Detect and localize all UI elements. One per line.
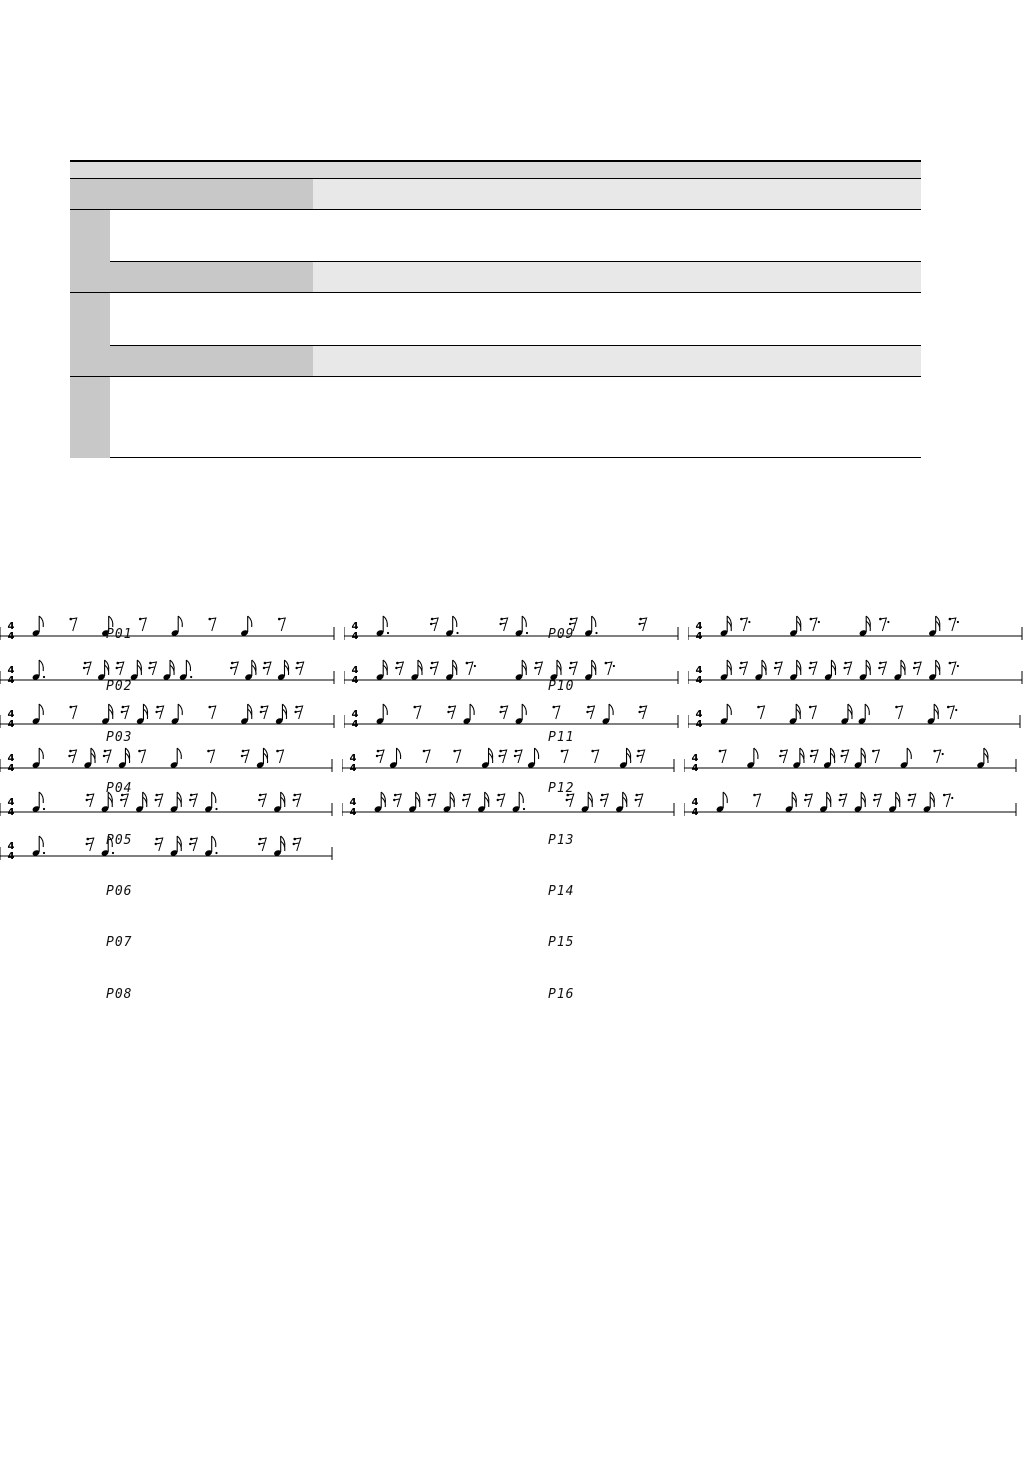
time-signature-top: 4 bbox=[7, 665, 15, 676]
sixteenth-note bbox=[481, 748, 493, 769]
sixteenth-note bbox=[277, 660, 289, 681]
time-signature-bottom: 4 bbox=[351, 631, 359, 640]
sixteenth-note bbox=[273, 792, 285, 813]
sixteenth-note bbox=[240, 704, 252, 725]
sixteenth-note bbox=[854, 748, 866, 769]
eighth-rest bbox=[453, 750, 460, 763]
sixteenth-note bbox=[477, 792, 489, 813]
table-section-3 bbox=[70, 346, 921, 458]
sixteenth-note bbox=[928, 660, 940, 681]
time-signature-top: 4 bbox=[349, 797, 357, 808]
eighth-rest bbox=[947, 706, 957, 719]
sixteenth-note bbox=[83, 748, 95, 769]
dotted-eighth-note bbox=[512, 792, 525, 813]
sixteenth-rest bbox=[843, 662, 851, 675]
sixteenth-note bbox=[785, 792, 797, 813]
sixteenth-note bbox=[789, 660, 801, 681]
eighth-rest bbox=[466, 662, 476, 675]
sixteenth-rest bbox=[86, 794, 94, 807]
sixteenth-note bbox=[118, 748, 130, 769]
sixteenth-note bbox=[615, 792, 627, 813]
sixteenth-note bbox=[256, 748, 268, 769]
time-signature-bottom: 4 bbox=[7, 851, 15, 860]
sixteenth-rest bbox=[635, 794, 643, 807]
sixteenth-rest bbox=[809, 662, 817, 675]
sixteenth-note bbox=[170, 836, 182, 857]
time-signature-bottom: 4 bbox=[7, 675, 15, 684]
eighth-note bbox=[32, 748, 44, 769]
sixteenth-rest bbox=[428, 794, 436, 807]
pattern-staff bbox=[342, 732, 684, 772]
pattern-staff bbox=[0, 732, 342, 772]
pattern-staff bbox=[688, 688, 1030, 728]
dotted-eighth-note bbox=[376, 616, 389, 637]
sixteenth-note bbox=[130, 660, 142, 681]
sixteenth-rest bbox=[534, 662, 542, 675]
time-signature-bottom: 4 bbox=[695, 631, 703, 640]
sixteenth-note bbox=[374, 792, 386, 813]
sixteenth-note bbox=[376, 660, 388, 681]
eighth-rest bbox=[276, 750, 283, 763]
sixteenth-note bbox=[581, 792, 593, 813]
pattern-label: P02 bbox=[106, 679, 133, 694]
eighth-rest bbox=[872, 750, 879, 763]
sixteenth-rest bbox=[638, 618, 646, 631]
sixteenth-rest bbox=[430, 618, 438, 631]
eighth-rest bbox=[138, 750, 145, 763]
sixteenth-rest bbox=[430, 662, 438, 675]
sixteenth-note bbox=[162, 660, 174, 681]
eighth-rest bbox=[943, 794, 953, 807]
section-header-cell bbox=[70, 346, 313, 376]
sixteenth-note bbox=[819, 792, 831, 813]
pattern-label: P14 bbox=[548, 884, 575, 899]
sixteenth-rest bbox=[514, 750, 522, 763]
sixteenth-rest bbox=[878, 662, 886, 675]
sixteenth-note bbox=[720, 660, 732, 681]
sixteenth-rest bbox=[739, 662, 747, 675]
sixteenth-rest bbox=[376, 750, 384, 763]
pattern-label: P07 bbox=[106, 935, 133, 950]
eighth-rest bbox=[605, 662, 615, 675]
time-signature-top: 4 bbox=[7, 621, 15, 632]
dotted-eighth-note bbox=[515, 616, 528, 637]
time-signature-bottom: 4 bbox=[7, 631, 15, 640]
time-signature-top: 4 bbox=[351, 621, 359, 632]
pattern-staff bbox=[344, 644, 688, 684]
eighth-rest bbox=[753, 794, 760, 807]
table-header-band bbox=[70, 162, 921, 179]
eighth-rest bbox=[933, 750, 943, 763]
pattern-staff bbox=[0, 820, 342, 860]
time-signature-bottom: 4 bbox=[7, 763, 15, 772]
sixteenth-note bbox=[619, 748, 631, 769]
eighth-rest bbox=[895, 706, 902, 719]
time-signature-bottom: 4 bbox=[695, 675, 703, 684]
sixteenth-rest bbox=[83, 662, 91, 675]
pattern-staff bbox=[0, 600, 344, 640]
time-signature-bottom: 4 bbox=[351, 675, 359, 684]
sixteenth-rest bbox=[263, 662, 271, 675]
time-signature-top: 4 bbox=[695, 665, 703, 676]
sixteenth-rest bbox=[873, 794, 881, 807]
sixteenth-note bbox=[789, 616, 801, 637]
sixteenth-rest bbox=[258, 838, 266, 851]
time-signature-top: 4 bbox=[7, 797, 15, 808]
sixteenth-note bbox=[244, 660, 256, 681]
eighth-note bbox=[170, 748, 182, 769]
pattern-label: P13 bbox=[548, 833, 575, 848]
sixteenth-rest bbox=[294, 706, 302, 719]
eighth-rest bbox=[207, 750, 214, 763]
eighth-note bbox=[463, 704, 475, 725]
time-signature-top: 4 bbox=[695, 709, 703, 720]
sixteenth-note bbox=[170, 792, 182, 813]
sixteenth-note bbox=[515, 660, 527, 681]
sixteenth-rest bbox=[600, 794, 608, 807]
time-signature-bottom: 4 bbox=[7, 807, 15, 816]
eighth-rest bbox=[757, 706, 764, 719]
eighth-note bbox=[171, 616, 183, 637]
table-section-1 bbox=[70, 179, 921, 262]
sixteenth-rest bbox=[241, 750, 249, 763]
sixteenth-rest bbox=[155, 838, 163, 851]
pattern-staff bbox=[0, 688, 344, 728]
eighth-rest bbox=[809, 706, 816, 719]
eighth-rest bbox=[423, 750, 430, 763]
sixteenth-note bbox=[824, 660, 836, 681]
section-body bbox=[110, 293, 921, 346]
sixteenth-note bbox=[854, 792, 866, 813]
sixteenth-note bbox=[792, 748, 804, 769]
eighth-rest bbox=[879, 618, 889, 631]
eighth-rest bbox=[561, 750, 568, 763]
sixteenth-rest bbox=[586, 706, 594, 719]
sixteenth-note bbox=[720, 616, 732, 637]
pattern-label: P08 bbox=[106, 987, 133, 1002]
pattern-staff bbox=[688, 600, 1032, 640]
sixteenth-rest bbox=[103, 750, 111, 763]
section-header-cell bbox=[70, 262, 313, 292]
eighth-note bbox=[171, 704, 183, 725]
sixteenth-note bbox=[273, 836, 285, 857]
dotted-eighth-note bbox=[32, 836, 45, 857]
rhythm-patterns bbox=[0, 600, 1035, 1020]
sixteenth-rest bbox=[804, 794, 812, 807]
sixteenth-rest bbox=[569, 662, 577, 675]
sixteenth-note bbox=[445, 660, 457, 681]
sixteenth-rest bbox=[908, 794, 916, 807]
eighth-note bbox=[389, 748, 401, 769]
eighth-rest bbox=[208, 706, 215, 719]
dotted-eighth-note bbox=[32, 792, 45, 813]
sixteenth-rest bbox=[189, 794, 197, 807]
eighth-note bbox=[858, 704, 870, 725]
sixteenth-note bbox=[443, 792, 455, 813]
section-header-value bbox=[313, 262, 921, 292]
sixteenth-note bbox=[823, 748, 835, 769]
sixteenth-note bbox=[408, 792, 420, 813]
pattern-staff bbox=[684, 732, 1026, 772]
sixteenth-note bbox=[754, 660, 766, 681]
sixteenth-note bbox=[928, 616, 940, 637]
eighth-rest bbox=[69, 618, 76, 631]
time-signature-bottom: 4 bbox=[691, 807, 699, 816]
pattern-label: P01 bbox=[106, 627, 133, 642]
pattern-label: P09 bbox=[548, 627, 575, 642]
dotted-eighth-note bbox=[445, 616, 458, 637]
eighth-note bbox=[32, 704, 44, 725]
sixteenth-note bbox=[893, 660, 905, 681]
sixteenth-rest bbox=[295, 662, 303, 675]
sixteenth-note bbox=[101, 704, 113, 725]
sixteenth-rest bbox=[774, 662, 782, 675]
time-signature-top: 4 bbox=[695, 621, 703, 632]
sixteenth-rest bbox=[230, 662, 238, 675]
pattern-staff bbox=[0, 644, 344, 684]
pattern-label: P16 bbox=[548, 987, 575, 1002]
sixteenth-rest bbox=[155, 794, 163, 807]
section-body bbox=[110, 210, 921, 262]
sixteenth-rest bbox=[260, 706, 268, 719]
sixteenth-rest bbox=[86, 838, 94, 851]
eighth-note bbox=[32, 616, 44, 637]
eighth-rest bbox=[949, 618, 959, 631]
eighth-note bbox=[900, 748, 912, 769]
section-header-row bbox=[70, 179, 921, 210]
eighth-note bbox=[527, 748, 539, 769]
sixteenth-rest bbox=[189, 838, 197, 851]
section-header-value bbox=[313, 346, 921, 376]
dotted-eighth-note bbox=[204, 836, 217, 857]
pattern-label: P05 bbox=[106, 833, 133, 848]
dotted-eighth-note bbox=[204, 792, 217, 813]
sixteenth-note bbox=[410, 660, 422, 681]
sixteenth-rest bbox=[393, 794, 401, 807]
sixteenth-rest bbox=[116, 662, 124, 675]
section-header-cell bbox=[70, 179, 313, 209]
sixteenth-rest bbox=[839, 794, 847, 807]
time-signature-top: 4 bbox=[351, 665, 359, 676]
sixteenth-rest bbox=[121, 706, 129, 719]
eighth-rest bbox=[719, 750, 726, 763]
pattern-label: P04 bbox=[106, 781, 133, 796]
time-signature-bottom: 4 bbox=[695, 719, 703, 728]
sixteenth-note bbox=[136, 704, 148, 725]
sixteenth-rest bbox=[499, 618, 507, 631]
eighth-rest bbox=[208, 618, 215, 631]
time-signature-bottom: 4 bbox=[351, 719, 359, 728]
sixteenth-note bbox=[976, 748, 988, 769]
dotted-eighth-note bbox=[32, 660, 45, 681]
eighth-note bbox=[720, 704, 732, 725]
section-header-value bbox=[313, 179, 921, 209]
time-signature-top: 4 bbox=[7, 841, 15, 852]
dotted-eighth-note bbox=[179, 660, 192, 681]
sixteenth-rest bbox=[293, 838, 301, 851]
sixteenth-note bbox=[859, 616, 871, 637]
eighth-note bbox=[240, 616, 252, 637]
pattern-label: P03 bbox=[106, 730, 133, 745]
sixteenth-note bbox=[584, 660, 596, 681]
sixteenth-rest bbox=[840, 750, 848, 763]
pattern-label: P12 bbox=[548, 781, 575, 796]
sixteenth-rest bbox=[155, 706, 163, 719]
time-signature-top: 4 bbox=[7, 753, 15, 764]
sixteenth-note bbox=[923, 792, 935, 813]
eighth-note bbox=[515, 704, 527, 725]
pattern-staff bbox=[342, 776, 684, 816]
sixteenth-rest bbox=[447, 706, 455, 719]
pattern-staff bbox=[344, 688, 688, 728]
time-signature-bottom: 4 bbox=[349, 807, 357, 816]
sixteenth-rest bbox=[462, 794, 470, 807]
sixteenth-rest bbox=[638, 706, 646, 719]
eighth-note bbox=[716, 792, 728, 813]
time-signature-top: 4 bbox=[691, 753, 699, 764]
time-signature-top: 4 bbox=[351, 709, 359, 720]
pattern-staff bbox=[684, 776, 1026, 816]
eighth-rest bbox=[69, 706, 76, 719]
time-signature-bottom: 4 bbox=[691, 763, 699, 772]
eighth-rest bbox=[413, 706, 420, 719]
sixteenth-rest bbox=[293, 794, 301, 807]
time-signature-top: 4 bbox=[691, 797, 699, 808]
section-header-row bbox=[70, 262, 921, 293]
eighth-rest bbox=[139, 618, 146, 631]
pattern-label: P15 bbox=[548, 935, 575, 950]
time-signature-bottom: 4 bbox=[7, 719, 15, 728]
eighth-rest bbox=[740, 618, 750, 631]
sixteenth-rest bbox=[68, 750, 76, 763]
sixteenth-note bbox=[549, 660, 561, 681]
pattern-staff bbox=[0, 776, 342, 816]
eighth-rest bbox=[591, 750, 598, 763]
pattern-label: P11 bbox=[548, 730, 575, 745]
sixteenth-rest bbox=[499, 706, 507, 719]
eighth-rest bbox=[278, 618, 285, 631]
pattern-staff bbox=[344, 600, 688, 640]
section-body bbox=[110, 377, 921, 458]
pattern-label: P10 bbox=[548, 679, 575, 694]
eighth-note bbox=[602, 704, 614, 725]
sixteenth-note bbox=[840, 704, 852, 725]
table-section-2 bbox=[70, 262, 921, 346]
eighth-rest bbox=[552, 706, 559, 719]
sixteenth-rest bbox=[497, 794, 505, 807]
time-signature-bottom: 4 bbox=[349, 763, 357, 772]
sixteenth-note bbox=[97, 660, 109, 681]
sixteenth-note bbox=[927, 704, 939, 725]
eighth-note bbox=[376, 704, 388, 725]
sixteenth-note bbox=[888, 792, 900, 813]
eighth-note bbox=[746, 748, 758, 769]
sixteenth-note bbox=[859, 660, 871, 681]
sixteenth-rest bbox=[913, 662, 921, 675]
sixteenth-rest bbox=[779, 750, 787, 763]
sixteenth-rest bbox=[258, 794, 266, 807]
sixteenth-rest bbox=[148, 662, 156, 675]
dotted-eighth-note bbox=[584, 616, 597, 637]
sixteenth-rest bbox=[498, 750, 506, 763]
time-signature-top: 4 bbox=[7, 709, 15, 720]
eighth-rest bbox=[949, 662, 959, 675]
pattern-label: P06 bbox=[106, 884, 133, 899]
sixteenth-note bbox=[135, 792, 147, 813]
pattern-staff bbox=[688, 644, 1032, 684]
sixteenth-note bbox=[789, 704, 801, 725]
eighth-rest bbox=[810, 618, 820, 631]
sixteenth-note bbox=[275, 704, 287, 725]
sixteenth-rest bbox=[636, 750, 644, 763]
section-header-row bbox=[70, 346, 921, 377]
sixteenth-rest bbox=[395, 662, 403, 675]
settings-table bbox=[70, 160, 921, 458]
time-signature-top: 4 bbox=[349, 753, 357, 764]
sixteenth-rest bbox=[810, 750, 818, 763]
